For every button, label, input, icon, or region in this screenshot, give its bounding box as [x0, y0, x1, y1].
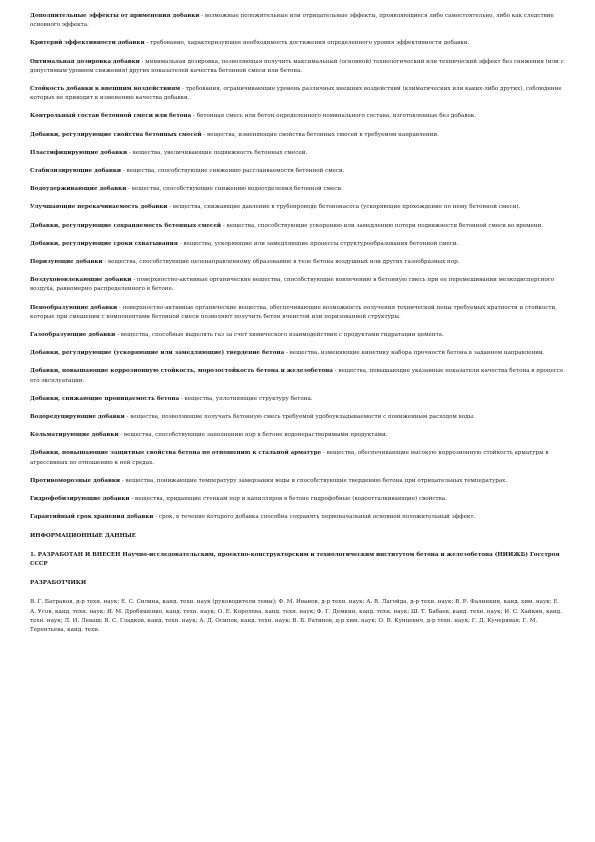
definition-paragraph — [30, 85, 565, 103]
definition-text: - срок, в течение которого добавка способна сохранять первоначальный основной положительный эффект. — [153, 514, 476, 521]
definition-term: Пластифицирующие добавки — [30, 149, 128, 156]
definition-paragraph — [30, 349, 565, 358]
definition-paragraph — [30, 167, 565, 176]
definition-term: Гарантийный срок хранения добавки — [30, 514, 154, 521]
definition-text: - требование, характеризующее необходимость достижения определенного уровня эффективности добавки. — [144, 40, 470, 47]
definition-term: Дополнительные эффекты от применения добавки — [30, 13, 200, 19]
definition-term: Воздухововлекающие добавки — [30, 277, 132, 284]
definition-paragraph — [30, 112, 565, 121]
definition-paragraph — [30, 331, 565, 340]
definition-text: - вещества, уплотняющие структуру бетона. — [179, 395, 313, 402]
definition-paragraph — [30, 449, 565, 467]
definition-text: - вещества, способствующие снижению водоотделения бетонной смеси. — [126, 186, 343, 193]
developers-heading: РАЗРАБОТЧИКИ — [30, 580, 87, 587]
developers-text: В. Г. Батраков, д-р техн. наук; Е. С. Силина, канд. техн. наук (руководители темы); Ф. М. Иванов, д-р техн. наук; А. В. Лагойда, д-р техн. наук; В. Р. Фалинкин, канд. хим. наук; Е. А. Усов, канд. техн. наук; И. М. Дробяшенко, канд. техн. наук; О. Е. Королева, канд. техн. наук; Ф. Г. Демкин, канд. техн. наук; Ш. Т. Бабаев, канд. техн. наук; И. С. Хайкин, канд. техн. наук; Л. И. Леваш; В. С. Гладков, канд. техн. наук; А. Д. Осипов, канд. техн. наук; В. Б. Ратинов, д-р хим. наук; О. В. Кунцевич, д-р техн. наук; Г. Д. Кучерявая; Г. М. Терентьева, канд. техн. — [30, 599, 562, 633]
definition-term: Добавки, повышающие коррозионную стойкость, морозостойкость бетона и железобетона — [30, 368, 333, 375]
definition-paragraph — [30, 185, 565, 194]
definition-term: Добавки, регулирующие сроки схватывания — [30, 240, 178, 247]
definition-paragraph — [30, 58, 565, 76]
definitions-list — [30, 12, 565, 523]
definition-paragraph — [30, 276, 565, 294]
definition-term: Стабилизирующие добавки — [30, 168, 122, 175]
definition-paragraph — [30, 240, 565, 249]
definition-paragraph — [30, 367, 565, 385]
definition-paragraph — [30, 495, 565, 504]
section-1-text: 1. РАЗРАБОТАН И ВНЕСЕН Научно-исследовательским, проектно-конструкторским и технологическим институтом бетона и железобетона (НИИЖБ) Госстроя СССР — [30, 551, 560, 567]
definition-term: Добавки, регулирующие свойства бетонных смесей — [30, 131, 202, 138]
definition-paragraph — [30, 222, 565, 231]
definition-term: Улучшающие перекачиваемость добавки — [30, 204, 168, 211]
definition-term: Гидрофобизирующие добавки — [30, 496, 130, 503]
definition-text: - возможные положительные или отрицательные эффекты, проявляющиеся либо самостоятельно, либо как следствие основного эффекта. — [30, 13, 554, 29]
definition-paragraph — [30, 395, 565, 404]
info-heading: ИНФОРМАЦИОННЫЕ ДАННЫЕ — [30, 532, 136, 539]
definition-text: - минимальная дозировка, позволяющая получить максимальный (основной) технологический или технический эффект без снижения (или с допустимым уровнем снижения) других показателей качества бетонной смеси или бетона. — [30, 58, 564, 74]
definition-text: - вещества, снижающие давление в трубопроводе бетононасоса (ускоряющие прохождение по нему бетонной смеси). — [167, 204, 521, 211]
definition-text: - бетонная смесь или бетон определенного номинального состава, изготовленные без добавок. — [191, 113, 477, 120]
definition-term: Водоудерживающие добавки — [30, 186, 127, 193]
definition-term: Добавки, регулирующие сохраняемость бетонных смесей — [30, 222, 222, 229]
definition-text: - вещества, увеличивающие подвижность бетонных смесей. — [127, 149, 308, 156]
definition-term: Кольматирующие добавки — [30, 432, 119, 439]
definition-term: Добавки, снижающие проницаемость бетона — [30, 395, 180, 402]
definition-text: - вещества, ускоряющие или замедляющие процессы структурообразования бетонной смеси. — [177, 240, 459, 247]
definition-paragraph — [30, 431, 565, 440]
definition-term: Критерий эффективности добавки — [30, 40, 145, 47]
definition-paragraph — [30, 477, 565, 486]
definition-paragraph — [30, 12, 565, 30]
definition-text: - требования, ограничивающие уровень различных внешних воздействий (климатических или каких-либо других), соблюдение которых не приводит к изменению качества добавки. — [30, 86, 562, 102]
definition-paragraph — [30, 203, 565, 212]
definition-term: Газообразующие добавки — [30, 332, 116, 339]
definition-text: - вещества, повышающие указанные показатели качества бетона в процессе его эксплуатации. — [30, 368, 564, 384]
definition-term: Поризующие добавки — [30, 259, 103, 266]
definition-paragraph — [30, 258, 565, 267]
definition-term: Контрольный состав бетонной смеси или бетона — [30, 113, 192, 120]
definition-term: Добавки, повышающие защитные свойства бетона по отношению к стальной арматуре — [30, 450, 322, 457]
definition-term: Водоредуцирующие добавки — [30, 414, 125, 421]
definition-paragraph — [30, 149, 565, 158]
definition-text: - вещества, способствующие целенаправленному образованию в теле бетона воздушных или других газообразных пор. — [102, 259, 460, 266]
definition-text: - вещества, понижающие температуру замерзания воды и способствующие твердению бетона при отрицательных температурах. — [120, 477, 508, 484]
definition-paragraph — [30, 39, 565, 48]
definition-text: - поверхностно-активные органические вещества, способствующие вовлечению в бетонную смесь при ее перемешивании мелкодисперсного воздуха, равномерно распределенного в бетоне. — [30, 277, 555, 293]
definition-text: - вещества, способствующие снижению расслаиваемости бетонной смеси. — [121, 168, 345, 175]
definition-text: - вещества, позволяющие получать бетонную смесь требуемой удобоукладываемости с пониженным расходом воды. — [124, 414, 475, 421]
definition-text: - вещества, изменяющие свойства бетонных смесей в требуемом направлении. — [201, 131, 439, 138]
definition-paragraph — [30, 304, 565, 322]
definition-term: Стойкость добавки к внешним воздействиям — [30, 86, 181, 93]
definition-text: - вещества, изменяющие кинетику набора прочности бетона в заданном направлении. — [284, 350, 545, 357]
definition-term: Оптимальная дозировка добавки — [30, 58, 140, 65]
definition-paragraph — [30, 131, 565, 140]
definition-term: Пенообразующие добавки — [30, 304, 118, 311]
definition-text: - вещества, способствующие заполнению пор в бетоне водонерастворимыми продуктами. — [118, 432, 388, 439]
definition-text: - поверхностно-активные органические вещества, обеспечивающие возможность получения технической пены требуемых кратности и стойкости, которые при смешении с компонентами бетонной смеси позволяют получить бетон ячеистой или поризованной структуры. — [30, 304, 557, 320]
definition-paragraph — [30, 413, 565, 422]
definition-text: - вещества, обеспечивающие высокую коррозионную стойкость арматуры в агрессивных по отношению к ней средах. — [30, 450, 549, 466]
definition-text: - вещества, способствующие ускорению или замедлению потери подвижности бетонной смеси во времени. — [221, 222, 544, 229]
definition-text: - вещества, придающие стенкам пор и капилляров в бетоне гидрофобные (водоотталкивающие) свойства. — [129, 496, 447, 503]
definition-term: Противоморозные добавки — [30, 477, 121, 484]
definition-paragraph — [30, 513, 565, 522]
definition-term: Добавки, регулирующие (ускоряющие или замедляющие) твердение бетона — [30, 350, 285, 357]
definition-text: - вещества, способные выделять газ за счет химического взаимодействия с продуктами гидратации цемента. — [115, 332, 444, 339]
